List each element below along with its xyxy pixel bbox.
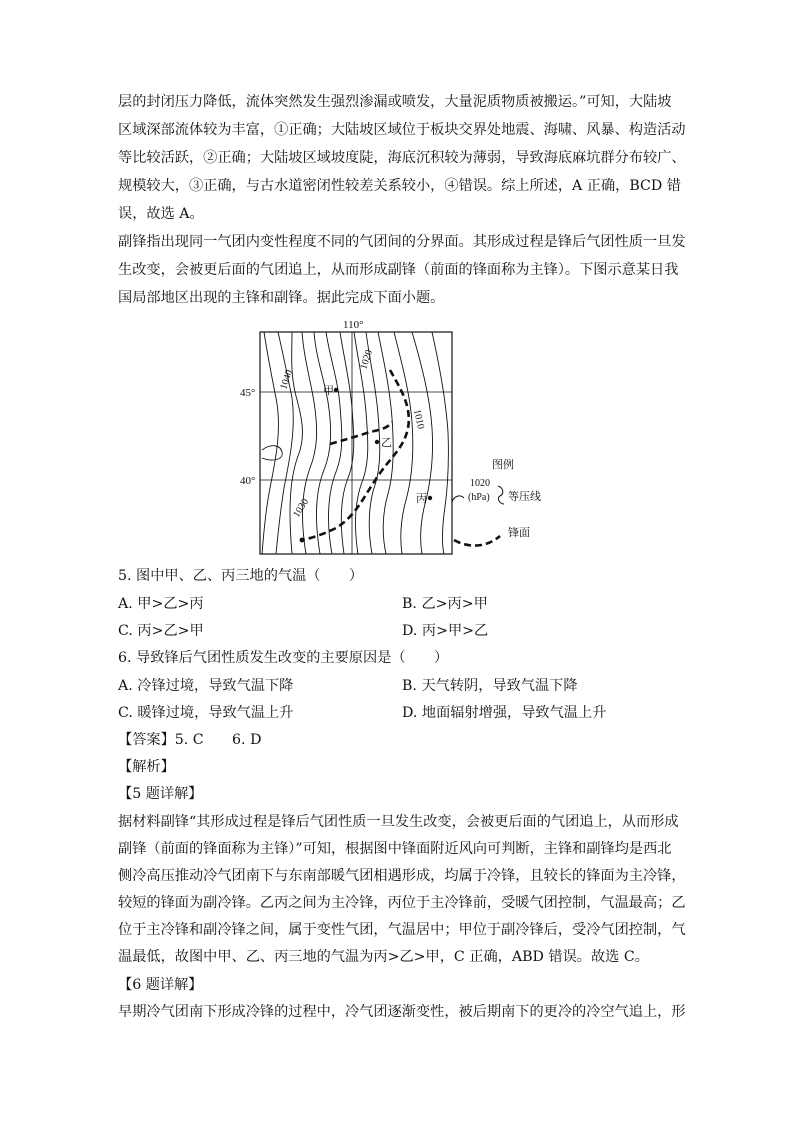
text-line: 位于主冷锋和副冷锋之间，属于变性气团，气温居中；甲位于副冷锋后，受冷气团控制，气 — [118, 922, 686, 938]
text-line: 误，故选 A。 — [118, 206, 204, 222]
isobar — [432, 332, 448, 554]
q6-option-c[interactable]: C. 暖锋过境，导致气温上升 — [118, 705, 294, 721]
text-line: 温最低，故图中甲、乙、丙三地的气温为丙>乙>甲，C 正确，ABD 错误。故选 C。 — [118, 949, 649, 965]
lon-label: 110° — [343, 319, 364, 331]
place-yi-dot — [375, 440, 379, 444]
question-5-stem: 5. 图中甲、乙、丙三地的气温（ ） — [118, 568, 364, 584]
isobar — [412, 332, 433, 554]
text-line: 等比较活跃，②正确；大陆坡区域坡度陡，海底沉积较为薄弱，导致海底麻坑群分布较广、 — [118, 150, 686, 166]
text-line: 规模较大，③正确，与古水道密闭性较差关系较小，④错误。综上所述，A 正确，BCD 错 — [118, 178, 681, 194]
legend-value: 1020 — [470, 478, 490, 489]
legend-isobar-symbol — [452, 496, 464, 502]
q5-option-b[interactable]: B. 乙>丙>甲 — [402, 596, 488, 612]
q6-option-d[interactable]: D. 地面辐射增强，导致气温上升 — [402, 705, 607, 721]
text-line: 生改变，会被更后面的气团追上，从而形成副锋（前面的锋面称为主锋）。下图示意某日我 — [118, 262, 679, 278]
text-line: 较短的锋面为副冷锋。乙丙之间为主冷锋，丙位于主冷锋前，受暖气团控制，气温最高；乙 — [118, 895, 686, 911]
isobar-label-1030: 1030 — [291, 496, 312, 520]
text-line: 早期冷气团南下形成冷锋的过程中，冷气团逐渐变性，被后期南下的更冷的冷空气追上，形 — [118, 1004, 686, 1020]
text-line: 侧冷高压推动冷气团南下与东南部暖气团相遇形成，均属于冷锋，且较长的锋面为主冷锋， — [118, 868, 686, 884]
place-bing-dot — [428, 496, 432, 500]
q5-option-c[interactable]: C. 丙>乙>甲 — [118, 623, 204, 639]
place-jia-dot — [334, 388, 338, 392]
detail-6-heading: 【6 题详解】 — [118, 977, 203, 993]
text-line: 区域深部流体较为丰富，①正确；大陆坡区域位于板块交界处地震、海啸、风暴、构造活动 — [118, 122, 686, 138]
place-jia-label: 甲 — [323, 384, 334, 397]
answer-line: 【答案】5. C 6. D — [118, 732, 262, 748]
legend-front-symbol — [454, 536, 500, 546]
isobar-label-1010: 1010 — [411, 408, 426, 431]
isobar-label-1040: 1040 — [278, 368, 296, 391]
legend-unit: (hPa) — [468, 492, 490, 503]
legend-isobar-curl — [498, 486, 504, 504]
lat-45-label: 45° — [240, 387, 256, 399]
front-end-dot — [300, 538, 305, 543]
analysis-heading: 【解析】 — [118, 759, 175, 775]
place-bing-label: 丙 — [416, 492, 427, 505]
q6-option-b[interactable]: B. 天气转阴，导致气温下降 — [402, 678, 578, 694]
isobar-label-1020: 1020 — [358, 348, 376, 371]
text-line: 国局部地区出现的主锋和副锋。据此完成下面小题。 — [118, 290, 445, 306]
front-isobar-map — [240, 318, 560, 560]
place-yi-label: 乙 — [381, 436, 392, 449]
legend — [452, 457, 541, 546]
legend-isobar-label: 等压线 — [508, 490, 541, 503]
legend-title: 图例 — [492, 458, 514, 471]
detail-5-heading: 【5 题详解】 — [118, 786, 203, 802]
isobar — [262, 332, 278, 554]
text-line: 据材料副锋“其形成过程是锋后气团性质一旦发生改变，会被更后面的气团追上，从而形成 — [118, 814, 679, 830]
question-6-stem: 6. 导致锋后气团性质发生改变的主要原因是（ ） — [118, 650, 449, 666]
isobar-lines — [262, 332, 448, 554]
isobar — [302, 332, 317, 554]
q5-option-d[interactable]: D. 丙>甲>乙 — [402, 623, 489, 639]
isobar — [276, 332, 296, 554]
text-line: 层的封闭压力降低，流体突然发生强烈渗漏或喷发，大量泥质物质被搬运。”可知，大陆坡 — [118, 94, 672, 110]
q6-option-a[interactable]: A. 冷锋过境，导致气温下降 — [118, 678, 294, 694]
text-line: 副锋（前面的锋面称为主锋）”可知，根据图中锋面附近风向可判断，主锋和副锋均是西北 — [118, 841, 672, 857]
text-line: 副锋指出现同一气团内变性程度不同的气团间的分界面。其形成过程是锋后气团性质一旦发 — [118, 234, 686, 250]
lat-40-label: 40° — [240, 475, 256, 487]
q5-option-a[interactable]: A. 甲>乙>丙 — [118, 596, 204, 612]
map-frame — [260, 332, 452, 554]
isobar-closed — [262, 446, 282, 460]
legend-front-label: 锋面 — [508, 526, 530, 539]
